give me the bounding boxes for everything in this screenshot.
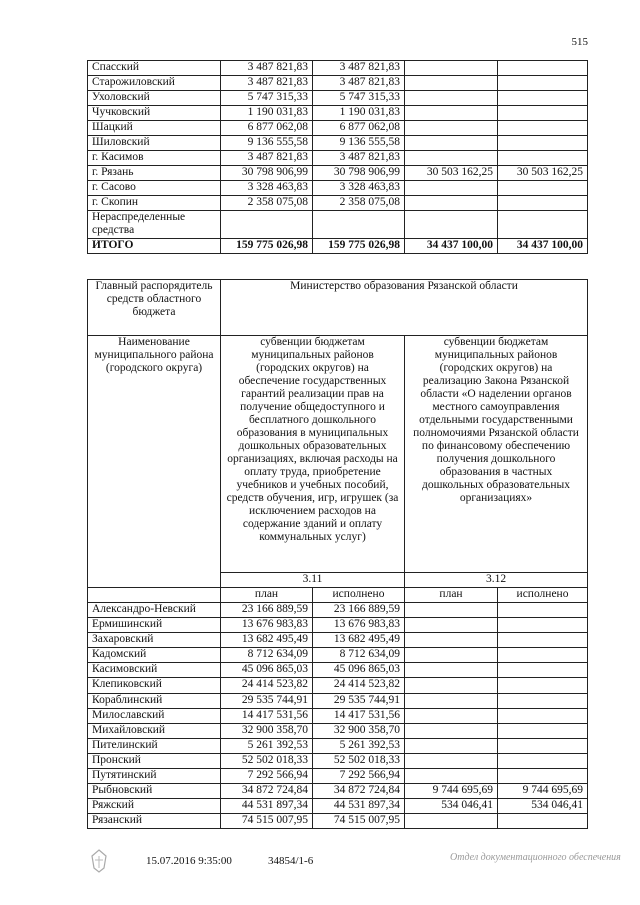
header-district-name: Наименование муниципального района (городского округа) [88,336,221,588]
district-name: Рязанский [88,814,221,829]
plan-value-2 [405,663,498,678]
done-value-2 [498,814,588,829]
plan-value-2: 30 503 162,25 [405,166,498,181]
plan-value-2 [405,814,498,829]
done-value: 34 872 724,84 [313,784,405,799]
done-value-2 [498,633,588,648]
table-row [88,799,588,814]
plan-value: 9 136 555,58 [221,136,313,151]
second-table [87,279,588,829]
table-row [88,136,588,151]
district-name: Михайловский [88,723,221,738]
table-row [88,76,588,91]
done-value-2 [498,603,588,618]
done-value-2 [498,618,588,633]
plan-value: 13 682 495,49 [221,633,313,648]
plan-value-2 [405,633,498,648]
total-done-2: 34 437 100,00 [498,239,588,254]
plan-value: 5 747 315,33 [221,91,313,106]
district-name: Ряжский [88,799,221,814]
plan-value-2 [405,106,498,121]
done-value: 8 712 634,09 [313,648,405,663]
plan-value-2: 9 744 695,69 [405,784,498,799]
plan-value: 44 531 897,34 [221,799,313,814]
done-value-2 [498,678,588,693]
plan-value: 1 190 031,83 [221,106,313,121]
done-value: 32 900 358,70 [313,723,405,738]
plan-value: 29 535 744,91 [221,693,313,708]
table-row [88,648,588,663]
done-value: 3 487 821,83 [313,61,405,76]
plan-value: 14 417 531,56 [221,708,313,723]
table-row [88,814,588,829]
total-plan-2: 34 437 100,00 [405,239,498,254]
district-name: Шацкий [88,121,221,136]
done-value: 14 417 531,56 [313,708,405,723]
district-name: Спасский [88,61,221,76]
done-value: 29 535 744,91 [313,693,405,708]
district-name: г. Касимов [88,151,221,166]
district-name: г. Сасово [88,181,221,196]
done-value: 9 136 555,58 [313,136,405,151]
district-name: Захаровский [88,633,221,648]
plan-value: 7 292 566,94 [221,769,313,784]
plan-value-2 [405,76,498,91]
table-row [88,121,588,136]
done-value-2 [498,91,588,106]
plan-value: 5 261 392,53 [221,738,313,753]
page-number: 515 [571,36,588,48]
done-value-2: 9 744 695,69 [498,784,588,799]
done-value-2: 534 046,41 [498,799,588,814]
district-name: Путятинский [88,769,221,784]
done-value-2 [498,693,588,708]
district-name: Чучковский [88,106,221,121]
emblem-icon [88,848,110,874]
plan-value-2 [405,181,498,196]
plan-value: 30 798 906,99 [221,166,313,181]
table-row [88,723,588,738]
table-row [88,738,588,753]
done-value-2 [498,648,588,663]
header-subsidy-1: субвенции бюджетам муниципальных районов (городских округов) на обеспечение государственных гарантий реализации прав на получение общедоступного и бесплатного дошкольного образования в муниципальных дошкольных образовательных организациях, включая расходы на оплату труда, приобретение учебников и учебных пособий, средств обучения, игр, игрушек (за исключением расходов на содержание зданий и оплату коммунальных услуг) [221,336,405,573]
district-name: Кораблинский [88,693,221,708]
table-row [88,181,588,196]
done-value: 74 515 007,95 [313,814,405,829]
done-value-2 [498,738,588,753]
done-value-2 [498,151,588,166]
table-row-total [88,239,588,254]
done-value: 52 502 018,33 [313,753,405,768]
plan-value: 45 096 865,03 [221,663,313,678]
empty-cell [88,588,221,603]
done-value-2 [498,76,588,91]
plan-value-2 [405,769,498,784]
table-row [88,708,588,723]
plan-value-2 [405,678,498,693]
table-row [88,61,588,76]
table-row-unallocated [88,211,588,239]
table-row [88,166,588,181]
district-name: Пронский [88,753,221,768]
district-name: Шиловский [88,136,221,151]
district-name: Кадомский [88,648,221,663]
done-value-2 [498,136,588,151]
table-row [88,106,588,121]
plan-value: 23 166 889,59 [221,603,313,618]
plan-value: 3 487 821,83 [221,76,313,91]
done-value-2 [498,121,588,136]
table-row [88,91,588,106]
code-3-12: 3.12 [405,573,588,588]
col-plan-1: план [221,588,313,603]
header-subsidy-2: субвенции бюджетам муниципальных районов (городских округов) на реализацию Закона Рязанской области «О наделении органов местного самоуправления отдельными государственными полномочиями Рязанской области по финансовому обеспечению получения дошкольного образования в частных дошкольных образовательных организациях» [405,336,588,573]
done-value: 1 190 031,83 [313,106,405,121]
plan-value-2 [405,136,498,151]
table-row [88,769,588,784]
done-value-2 [498,181,588,196]
plan-value: 52 502 018,33 [221,753,313,768]
unallocated-label: Нераспределенные средства [88,211,221,239]
district-name: Милославский [88,708,221,723]
done-value: 44 531 897,34 [313,799,405,814]
district-name: Касимовский [88,663,221,678]
done-value: 5 261 392,53 [313,738,405,753]
done-value-2 [498,769,588,784]
plan-value-2 [405,708,498,723]
done-value-2: 30 503 162,25 [498,166,588,181]
done-value: 7 292 566,94 [313,769,405,784]
plan-value: 13 676 983,83 [221,618,313,633]
plan-value: 3 487 821,83 [221,61,313,76]
plan-value-2 [405,693,498,708]
district-name: Рыбновский [88,784,221,799]
plan-value-2 [405,61,498,76]
district-name: Ухоловский [88,91,221,106]
table-row [88,196,588,211]
col-done-1: исполнено [313,588,405,603]
empty-cell [498,211,588,239]
plan-value-2 [405,151,498,166]
done-value: 45 096 865,03 [313,663,405,678]
footer-stamp: Отдел документационного обеспечения [450,852,621,863]
plan-value: 32 900 358,70 [221,723,313,738]
plan-value-2 [405,753,498,768]
table-row [88,618,588,633]
done-value-2 [498,663,588,678]
done-value-2 [498,723,588,738]
done-value: 3 328 463,83 [313,181,405,196]
plan-value-2 [405,196,498,211]
plan-value-2 [405,648,498,663]
done-value: 13 682 495,49 [313,633,405,648]
table-row [88,784,588,799]
total-plan: 159 775 026,98 [221,239,313,254]
plan-value: 8 712 634,09 [221,648,313,663]
total-done: 159 775 026,98 [313,239,405,254]
footer-doc-id: 34854/1-6 [268,855,314,867]
empty-cell [221,211,313,239]
empty-cell [313,211,405,239]
district-name: Клепиковский [88,678,221,693]
district-name: г. Скопин [88,196,221,211]
empty-cell [405,211,498,239]
table-row [88,693,588,708]
top-table [87,60,588,254]
done-value: 24 414 523,82 [313,678,405,693]
done-value: 30 798 906,99 [313,166,405,181]
table-row [88,678,588,693]
district-name: г. Рязань [88,166,221,181]
footer-datetime: 15.07.2016 9:35:00 [146,855,232,867]
plan-value-2 [405,618,498,633]
plan-value-2 [405,738,498,753]
table-row [88,753,588,768]
district-name: Пителинский [88,738,221,753]
done-value-2 [498,708,588,723]
done-value: 13 676 983,83 [313,618,405,633]
col-plan-2: план [405,588,498,603]
plan-value-2 [405,91,498,106]
done-value: 3 487 821,83 [313,151,405,166]
plan-value-2 [405,121,498,136]
table-row [88,633,588,648]
col-done-2: исполнено [498,588,588,603]
district-name: Александро-Невский [88,603,221,618]
done-value: 5 747 315,33 [313,91,405,106]
table-row [88,663,588,678]
table-row [88,151,588,166]
code-3-11: 3.11 [221,573,405,588]
done-value: 3 487 821,83 [313,76,405,91]
plan-value: 24 414 523,82 [221,678,313,693]
done-value-2 [498,106,588,121]
plan-value-2 [405,603,498,618]
done-value-2 [498,196,588,211]
done-value: 6 877 062,08 [313,121,405,136]
done-value-2 [498,61,588,76]
plan-value: 2 358 075,08 [221,196,313,211]
district-name: Ермишинский [88,618,221,633]
table-row [88,603,588,618]
plan-value: 74 515 007,95 [221,814,313,829]
done-value-2 [498,753,588,768]
plan-value-2 [405,723,498,738]
plan-value: 6 877 062,08 [221,121,313,136]
header-ministry: Министерство образования Рязанской области [221,280,588,336]
done-value: 23 166 889,59 [313,603,405,618]
header-main-administrator: Главный распорядитель средств областного бюджета [88,280,221,336]
plan-value: 3 487 821,83 [221,151,313,166]
district-name: Старожиловский [88,76,221,91]
plan-value: 34 872 724,84 [221,784,313,799]
total-label: ИТОГО [88,239,221,254]
plan-value: 3 328 463,83 [221,181,313,196]
done-value: 2 358 075,08 [313,196,405,211]
plan-value-2: 534 046,41 [405,799,498,814]
